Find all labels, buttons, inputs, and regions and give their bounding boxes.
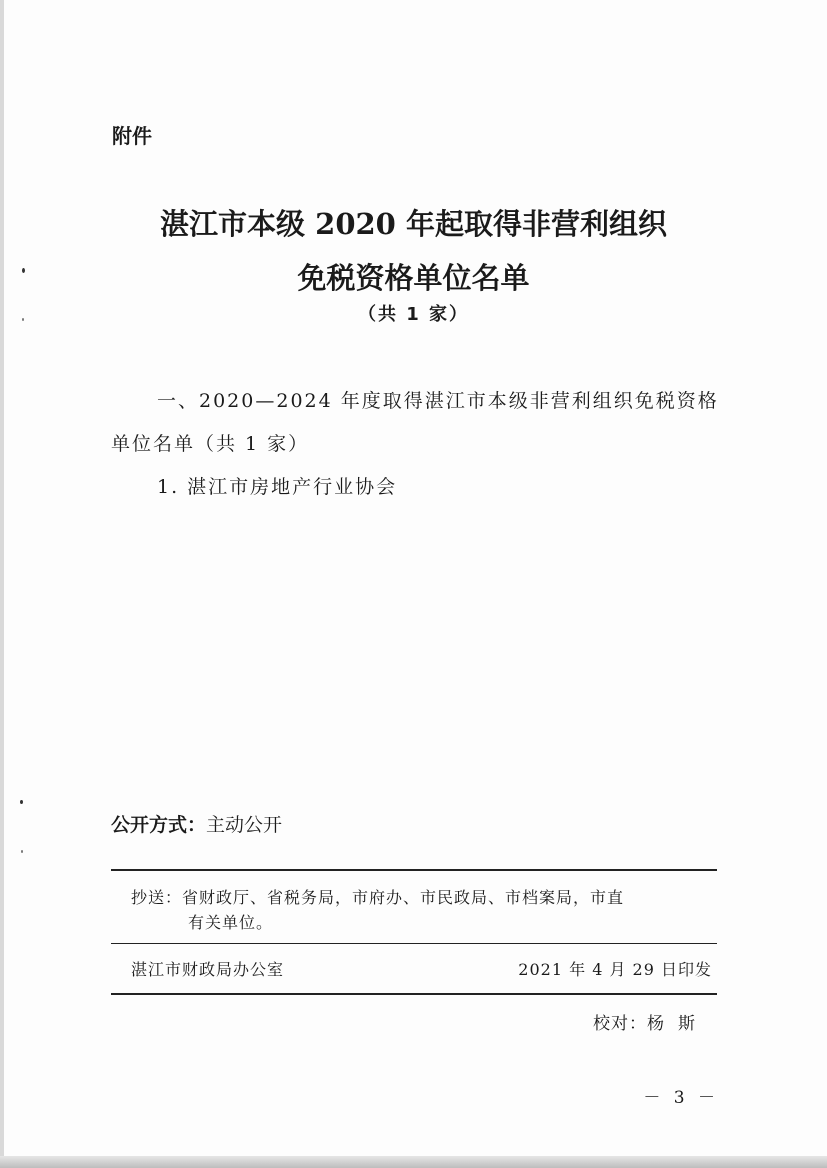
proofreader-label: 校对： <box>593 1014 647 1034</box>
proofreader-line <box>593 1009 709 1034</box>
disclosure-value: 主动公开 <box>206 814 283 836</box>
section-heading-line1: 一、2020—2024 年度取得湛江市本级非营利组织免税资格 <box>157 390 719 412</box>
scan-bottom-edge <box>0 1156 827 1168</box>
proofreader-name: 杨斯 <box>647 1014 709 1034</box>
issuer: 湛江市财政局办公室 <box>131 960 285 979</box>
page-number: － 3 － <box>643 1088 719 1108</box>
document-title-line2: 免税资格单位名单 <box>297 261 530 295</box>
scan-left-edge <box>0 0 4 1168</box>
footer-rule-middle <box>111 943 717 944</box>
document-count: （共 1 家） <box>357 304 470 325</box>
issue-date: 2021 年 4 月 29 日印发 <box>518 960 712 979</box>
footer-rule-top <box>111 869 717 871</box>
cc-block <box>131 885 701 935</box>
disclosure-label: 公开方式： <box>111 814 207 836</box>
list-item: 1. 湛江市房地产行业协会 <box>157 476 398 498</box>
footer-rule-bottom <box>111 993 717 995</box>
scan-speck <box>20 800 23 804</box>
section-heading-line2: 单位名单（共 1 家） <box>111 433 310 455</box>
cc-line1: 抄送：省财政厅、省税务局，市府办、市民政局、市档案局，市直 <box>131 888 625 907</box>
disclosure-line <box>111 810 282 837</box>
attachment-label: 附件 <box>112 124 152 148</box>
cc-line2: 有关单位。 <box>188 913 274 932</box>
document-title-line1: 湛江市本级 2020 年起取得非营利组织 <box>160 207 667 241</box>
scan-speck <box>21 850 23 853</box>
